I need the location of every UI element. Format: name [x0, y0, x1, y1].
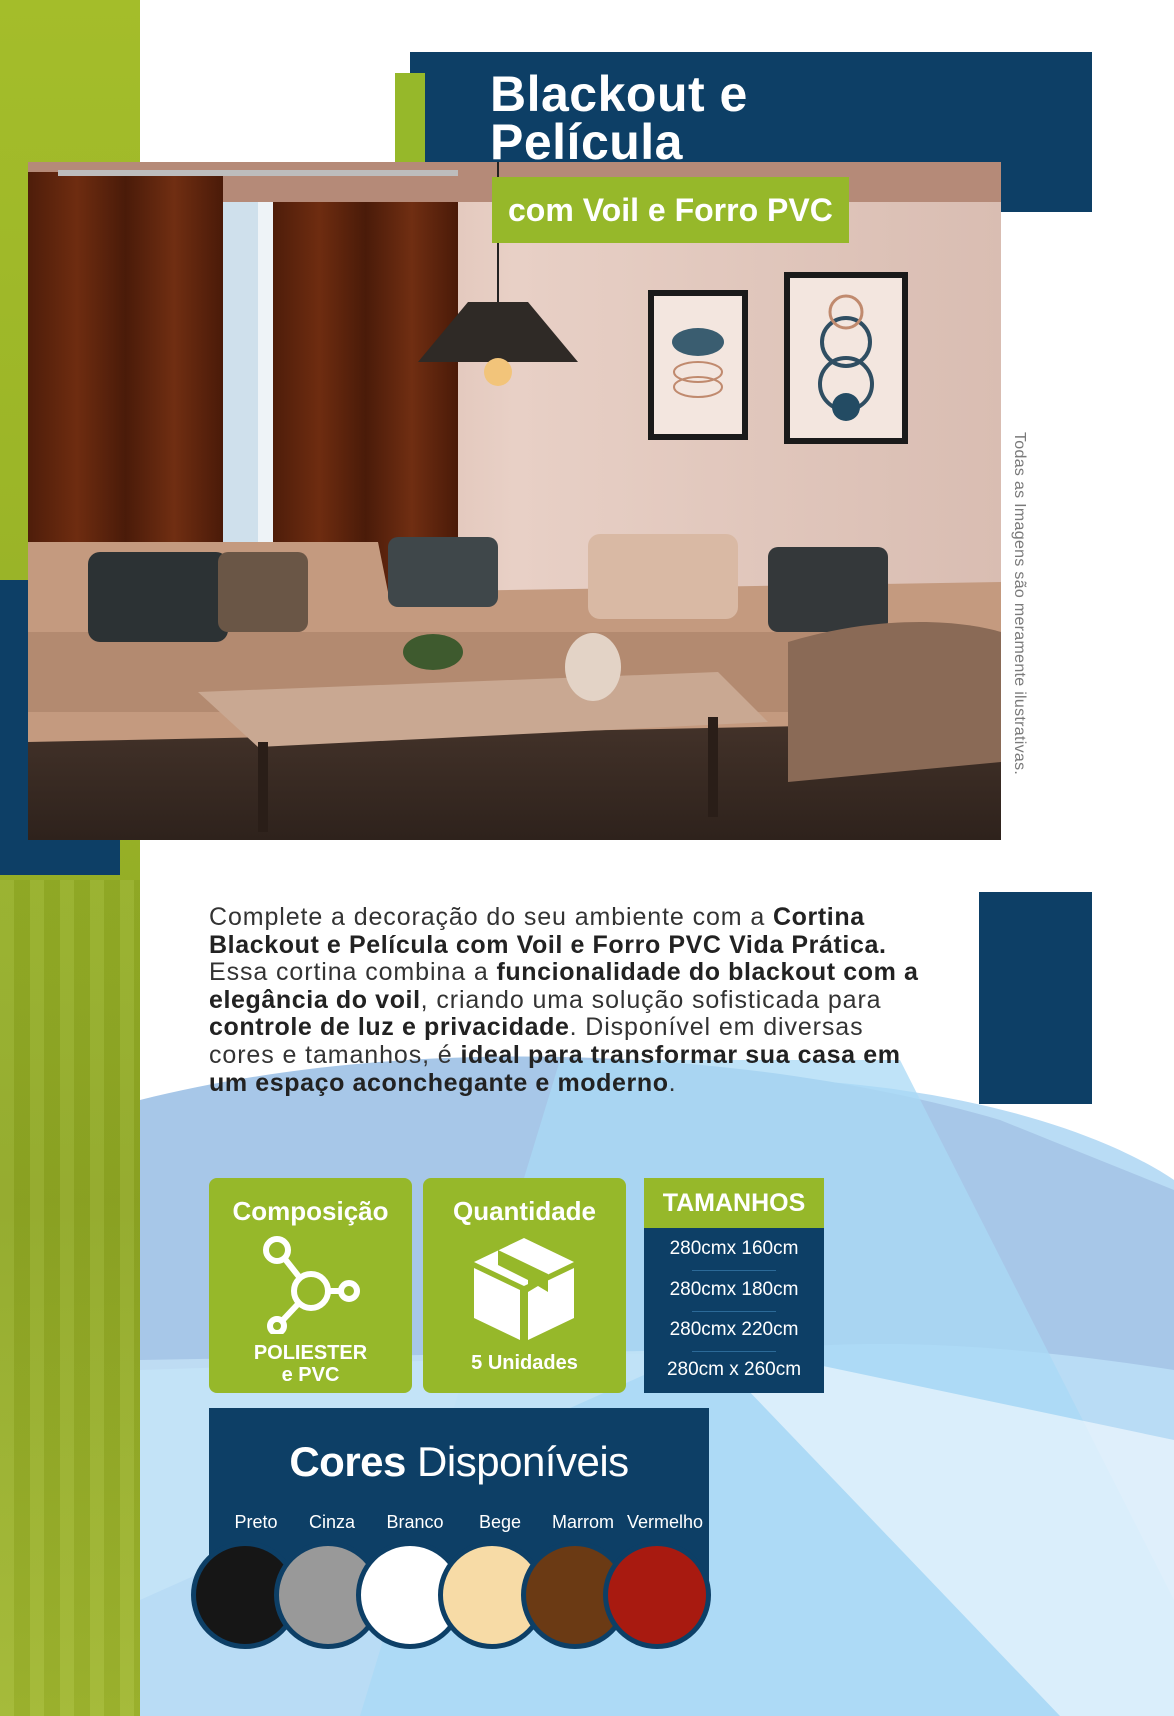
colors-title-regular: Disponíveis	[405, 1438, 629, 1485]
quantity-value: 5 Unidades	[471, 1352, 578, 1374]
color-label-marrom: Marrom	[552, 1512, 614, 1532]
quantity-title: Quantidade	[452, 1196, 596, 1226]
desc-bold-2: funcionalidade do blackout com a elegância do voil	[209, 958, 919, 1014]
desc-part-5: .	[668, 1068, 677, 1097]
color-label-bege: Bege	[478, 1512, 522, 1532]
description-navy-block	[979, 892, 1092, 1104]
composition-line-1: POLIESTER	[253, 1342, 368, 1364]
desc-part-1: Complete a decoração do seu ambiente com a	[209, 903, 774, 931]
composition-card	[209, 1178, 412, 1393]
size-item: 280cmx 220cm	[669, 1319, 799, 1340]
box-icon	[468, 1232, 580, 1344]
sizes-title: TAMANHOS	[644, 1178, 824, 1228]
quantity-card	[423, 1178, 626, 1393]
size-item: 280cmx 160cm	[669, 1238, 799, 1259]
desc-bold-4: ideal para transformar sua casa em um espaço aconchegante e moderno	[209, 1040, 901, 1097]
color-label-vermelho: Vermelho	[626, 1512, 704, 1532]
size-item: 280cmx 180cm	[669, 1279, 799, 1300]
desc-part-3: , criando uma solução sofisticada para	[420, 985, 882, 1014]
colors-title-bold: Cores	[289, 1438, 406, 1485]
colors-title	[209, 1438, 709, 1486]
sizes-card	[644, 1178, 824, 1393]
molecule-icon	[261, 1234, 361, 1334]
color-label-branco: Branco	[386, 1512, 444, 1532]
subtitle-tag: com Voil e Forro PVC	[492, 177, 849, 243]
color-label-preto: Preto	[234, 1512, 278, 1532]
title-line-2: Película	[490, 114, 683, 170]
size-item: 280cm x 260cm	[666, 1359, 802, 1380]
desc-part-4: . Disponível em diversas cores e tamanhos, é	[209, 1013, 864, 1069]
page-title	[490, 66, 1050, 170]
desc-bold-1: Cortina Blackout e Película com Voil e Forro PVC Vida Prática.	[209, 903, 887, 959]
image-disclaimer: Todas as Imagens são meramente ilustrativas.	[1011, 432, 1028, 776]
living-room-photo	[28, 162, 1001, 840]
composition-title: Composição	[232, 1196, 389, 1226]
color-label-cinza: Cinza	[308, 1512, 356, 1532]
desc-bold-3: controle de luz e privacidade	[209, 1013, 570, 1042]
title-line-1: Blackout e	[490, 66, 748, 122]
product-description	[209, 904, 929, 1097]
color-swatch-vermelho[interactable]	[603, 1541, 711, 1649]
desc-part-2: Essa cortina combina a	[209, 958, 497, 987]
composition-line-2: e PVC	[281, 1364, 340, 1386]
